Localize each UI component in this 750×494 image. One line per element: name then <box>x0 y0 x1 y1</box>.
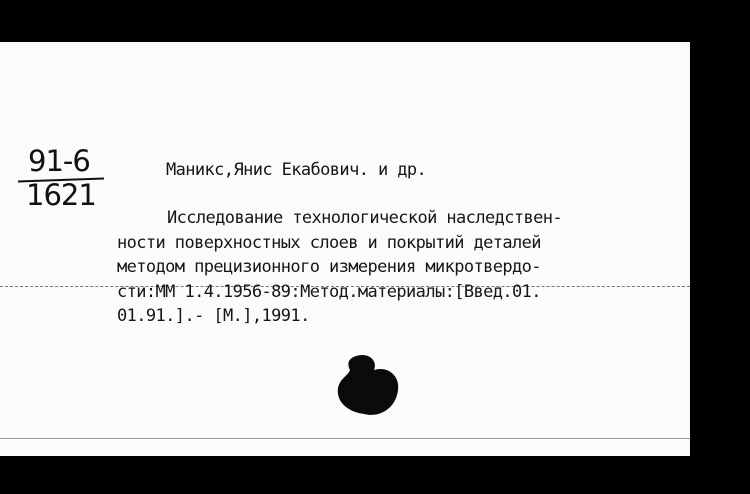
bibliographic-description <box>117 206 677 329</box>
description-line: методом прецизионного измерения микротвердо- <box>117 257 541 277</box>
description-line: 01.91.].- [М.],1991. <box>117 306 310 326</box>
author-line: Маникс,Янис Екабович. и др. <box>166 160 427 180</box>
card-guide-line-bottom <box>0 438 690 439</box>
ink-blot <box>334 352 404 422</box>
shelf-mark <box>14 144 106 216</box>
description-line: ности поверхностных слоев и покрытий деталей <box>117 232 541 253</box>
shelf-mark-bottom: 1621 <box>26 178 96 212</box>
description-line: Исследование технологической наследствен- <box>167 208 563 228</box>
description-line: сти:ММ 1.4.1956-89:Метод.материалы:[Введ.01. <box>117 281 541 302</box>
shelf-mark-top: 91-6 <box>28 144 90 178</box>
catalog-card <box>0 42 690 456</box>
